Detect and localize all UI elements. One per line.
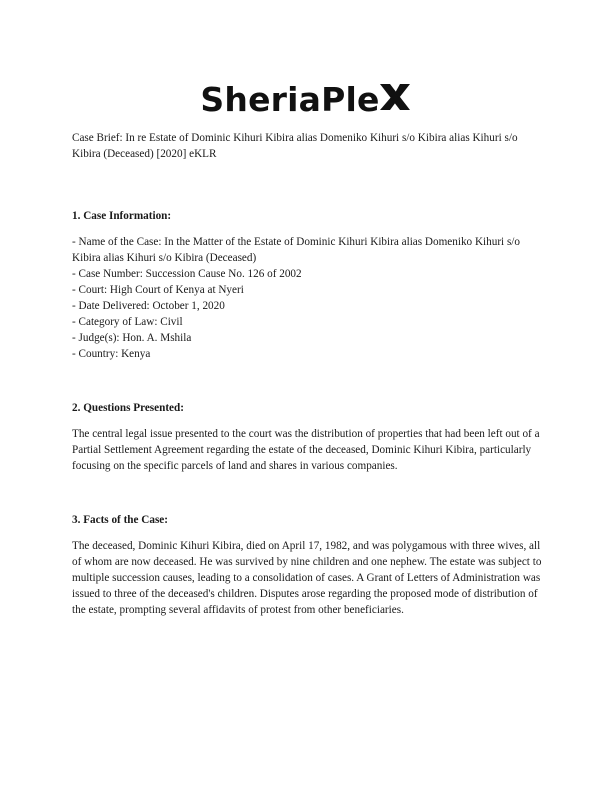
case-name-item: - Name of the Case: In the Matter of the Estate of Dominic Kihuri Kibira alias Domeniko Kihuri s/o Kibira alias Kihuri s/o Kibira (Deceased) — [72, 236, 521, 264]
logo-x-mark-icon — [378, 82, 412, 117]
case-information-heading: 1. Case Information: — [72, 210, 172, 222]
logo-wordmark: SheriaPle — [200, 80, 380, 119]
case-information-section — [72, 208, 542, 362]
category-of-law-item: - Category of Law: Civil — [72, 316, 183, 328]
country-item: - Country: Kenya — [72, 348, 151, 360]
facts-section — [72, 512, 542, 618]
questions-presented-section — [72, 400, 542, 474]
questions-presented-heading: 2. Questions Presented: — [72, 402, 184, 414]
document-content — [72, 130, 542, 656]
judges-item: - Judge(s): Hon. A. Mshila — [72, 332, 192, 344]
case-brief-title: Case Brief: In re Estate of Dominic Kihuri Kibira alias Domeniko Kihuri s/o Kibira alias Kihuri s/o Kibira (Deceased) [2020] eKLR — [72, 132, 518, 160]
case-number-item: - Case Number: Succession Cause No. 126 of 2002 — [72, 268, 302, 280]
questions-presented-body: The central legal issue presented to the court was the distribution of properties that had been left out of a Partial Settlement Agreement regarding the estate of the deceased, Dominic Kihuri Kibira, particularly focusing on the specific parcels of land and shares in various companies. — [72, 428, 540, 472]
facts-heading: 3. Facts of the Case: — [72, 514, 169, 526]
court-item: - Court: High Court of Kenya at Nyeri — [72, 284, 244, 296]
facts-body: The deceased, Dominic Kihuri Kibira, died on April 17, 1982, and was polygamous with three wives, all of whom are now deceased. He was survived by nine children and one nephew. The estate was subject to multiple succession causes, leading to a consolidation of cases. A Grant of Letters of Administration was issued to three of the deceased's children. Disputes arose regarding the proposed mode of distribution of the estate, prompting several affidavits of protest from other beneficiaries. — [72, 540, 542, 616]
date-delivered-item: - Date Delivered: October 1, 2020 — [72, 300, 225, 312]
sheriaplex-logo — [0, 80, 612, 119]
